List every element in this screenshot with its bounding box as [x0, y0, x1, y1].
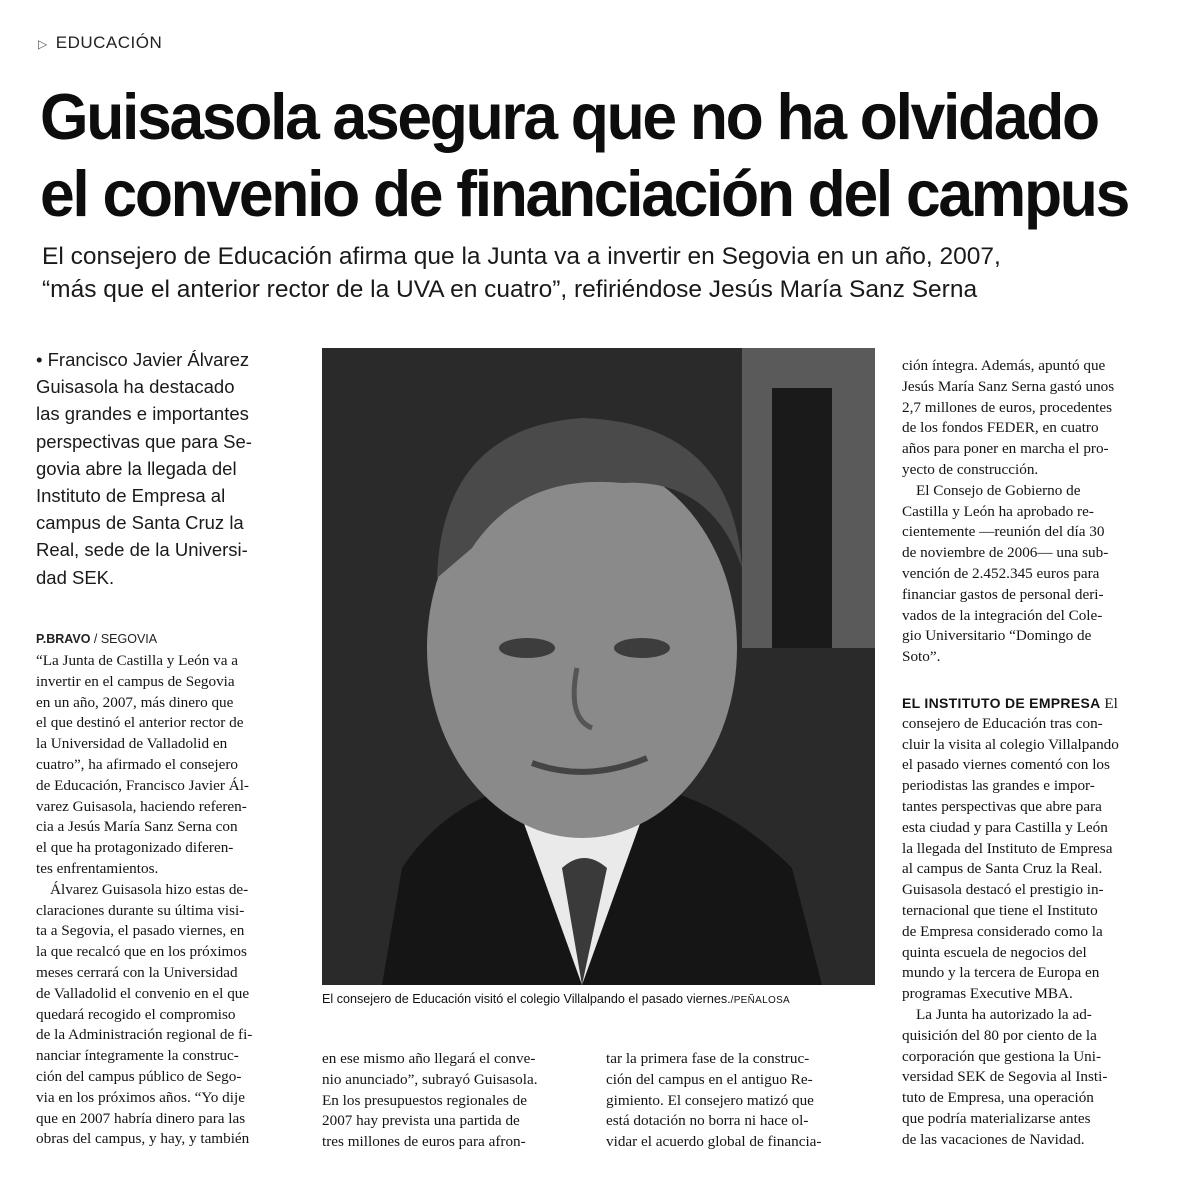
text-line: quedará recogido el compromiso	[36, 1005, 236, 1023]
body-column-2	[322, 1049, 584, 1153]
lead-paragraph	[36, 346, 296, 591]
text-line: al campus de Santa Cruz la Real.	[902, 860, 1103, 878]
text-line: ta a Segovia, el pasado viernes, en	[36, 922, 245, 940]
text-line: programas Executive MBA.	[902, 985, 1073, 1003]
lead-line: las grandes e importantes	[36, 403, 249, 425]
text-line: Guisasola destacó el prestigio in-	[902, 881, 1104, 899]
byline-place: / SEGOVIA	[90, 632, 158, 646]
body-column-4b	[902, 714, 1164, 1151]
headline-line-1: Guisasola asegura que no ha olvidado	[40, 80, 1098, 153]
text-line: mundo y la tercera de Europa en	[902, 964, 1100, 982]
text-line: periodistas las grandes e impor-	[902, 777, 1095, 795]
text-line: tuto de Empresa, una operación	[902, 1089, 1094, 1107]
text-line: corporación que gestiona la Uni-	[902, 1047, 1102, 1065]
text-line: cientemente —reunión del día 30	[902, 523, 1105, 541]
lead-line: govia abre la llegada del	[36, 457, 237, 479]
text-line: Soto”.	[902, 648, 941, 666]
text-line: varez Guisasola, haciendo referen-	[36, 797, 247, 815]
triangle-icon: ▷	[38, 37, 48, 51]
photo-caption	[322, 992, 875, 1006]
text-line: quinta escuela de negocios del	[902, 943, 1087, 961]
text-line: cia a Jesús María Sanz Serna con	[36, 818, 238, 836]
text-line: Jesús María Sanz Serna gastó unos	[902, 377, 1115, 395]
text-line: vados de la integración del Cole-	[902, 606, 1103, 624]
lead-line: campus de Santa Cruz la	[36, 512, 244, 534]
lead-line: Guisasola ha destacado	[36, 376, 235, 398]
lead-line: Instituto de Empresa al	[36, 485, 226, 507]
text-line: ción íntegra. Además, apuntó que	[902, 357, 1106, 374]
text-line: financiar gastos de personal deri-	[902, 585, 1104, 603]
text-line: ternacional que tiene el Instituto	[902, 901, 1098, 919]
text-line: nio anunciado”, subrayó Guisasola.	[322, 1070, 538, 1088]
text-line: el que destinó el anterior rector de	[36, 714, 244, 732]
lead-line: dad SEK.	[36, 566, 115, 588]
text-line: está dotación no borra ni hace ol-	[606, 1112, 809, 1130]
text-line: cluir la visita al colegio Villalpando	[902, 735, 1119, 753]
text-line: el que ha protagonizado diferen-	[36, 839, 234, 857]
text-line: de Empresa considerado como la	[902, 922, 1103, 940]
subsection	[902, 693, 1164, 1151]
text-line: via en los próximos años. “Yo dije	[36, 1088, 245, 1106]
text-line: tar la primera fase de la construc-	[606, 1050, 810, 1067]
text-line: obras del campus, y hay, y también	[36, 1130, 250, 1148]
body-column-3	[606, 1049, 872, 1153]
portrait-photo-icon	[322, 348, 875, 985]
deck-line-2: “más que el anterior rector de la UVA en cuatro”, refiriéndose Jesús María Sanz Serna	[42, 276, 978, 303]
headline	[40, 78, 1128, 232]
text-line: de los fondos FEDER, en cuatro	[902, 419, 1099, 437]
text-line: yecto de construcción.	[902, 460, 1039, 478]
text-line: 2,7 millones de euros, procedentes	[902, 398, 1113, 416]
text-line: En los presupuestos regionales de	[322, 1091, 527, 1109]
text-line: claraciones durante su última visi-	[36, 901, 245, 919]
byline	[36, 632, 157, 646]
text-line: quisición del 80 por ciento de la	[902, 1026, 1097, 1044]
text-line: años para poner en marcha el pro-	[902, 440, 1109, 458]
subhead: EL INSTITUTO DE EMPRESA	[902, 695, 1101, 711]
text-line: en ese mismo año llegará el conve-	[322, 1050, 536, 1067]
text-line: gio Universitario “Domingo de	[902, 627, 1092, 645]
body-column-1	[36, 651, 298, 1150]
headline-line-2: el convenio de financiación del campus	[40, 157, 1128, 230]
lead-line: • Francisco Javier Álvarez	[36, 349, 250, 370]
body-column-4	[902, 356, 1164, 668]
text-line: que podría materializarse antes	[902, 1109, 1091, 1127]
text-line: 2007 hay prevista una partida de	[322, 1112, 520, 1130]
text-line: ción del campus público de Sego-	[36, 1067, 242, 1085]
text-line: esta ciudad y para Castilla y León	[902, 818, 1108, 836]
text-line: gimiento. El consejero matizó que	[606, 1091, 814, 1109]
deck	[42, 240, 1162, 306]
text-line: tantes perspectivas que abre para	[902, 797, 1102, 815]
text-line: la que recalcó que en los próximos	[36, 943, 247, 961]
text-line: nanciar íntegramente la construc-	[36, 1047, 239, 1065]
portrait-photo	[322, 348, 875, 985]
lead-line: perspectivas que para Se-	[36, 430, 252, 452]
text-line: la llegada del Instituto de Empresa	[902, 839, 1113, 857]
text-line: de la Administración regional de fi-	[36, 1026, 253, 1044]
text-line: la Universidad de Valladolid en	[36, 735, 228, 753]
section-label-text: EDUCACIÓN	[55, 33, 163, 52]
text-line: en un año, 2007, más dinero que	[36, 693, 234, 711]
text-line: ción del campus en el antiguo Re-	[606, 1070, 813, 1088]
text-line: invertir en el campus de Segovia	[36, 672, 235, 690]
section-label	[38, 33, 162, 53]
text-line: cuatro”, ha afirmado el consejero	[36, 755, 238, 773]
text-line: tres millones de euros para afron-	[322, 1133, 526, 1151]
text-line: “La Junta de Castilla y León va a	[36, 652, 239, 669]
text-line: el pasado viernes comentó con los	[902, 756, 1110, 774]
byline-author: P.BRAVO	[36, 632, 91, 646]
text-line: de noviembre de 2006— una sub-	[902, 544, 1109, 562]
text-line: vención de 2.452.345 euros para	[902, 564, 1100, 582]
lead-line: Real, sede de la Universi-	[36, 539, 248, 561]
caption-text: El consejero de Educación visitó el colegio Villalpando el pasado viernes.	[322, 992, 731, 1006]
text-line: Álvarez Guisasola hizo estas de-	[50, 880, 249, 898]
photo-credit: /PEÑALOSA	[730, 995, 791, 1006]
text-line: Castilla y León ha aprobado re-	[902, 502, 1094, 520]
text-line: El Consejo de Gobierno de	[916, 481, 1081, 499]
text-line: de Educación, Francisco Javier Ál-	[36, 776, 249, 794]
subhead-continuation: El	[1100, 695, 1118, 712]
text-line: tes enfrentamientos.	[36, 859, 159, 877]
text-line: de Valladolid el convenio en el que	[36, 984, 250, 1002]
text-line: La Junta ha autorizado la ad-	[916, 1005, 1092, 1023]
text-line: de las vacaciones de Navidad.	[902, 1130, 1085, 1148]
deck-line-1: El consejero de Educación afirma que la Junta va a invertir en Segovia en un año, 2007,	[42, 243, 1001, 270]
text-line: versidad SEK de Segovia al Insti-	[902, 1068, 1108, 1086]
text-line: consejero de Educación tras con-	[902, 714, 1103, 732]
text-line: meses cerrará con la Universidad	[36, 963, 238, 981]
text-line: que en 2007 habría dinero para las	[36, 1109, 246, 1127]
text-line: vidar el acuerdo global de financia-	[606, 1133, 822, 1151]
